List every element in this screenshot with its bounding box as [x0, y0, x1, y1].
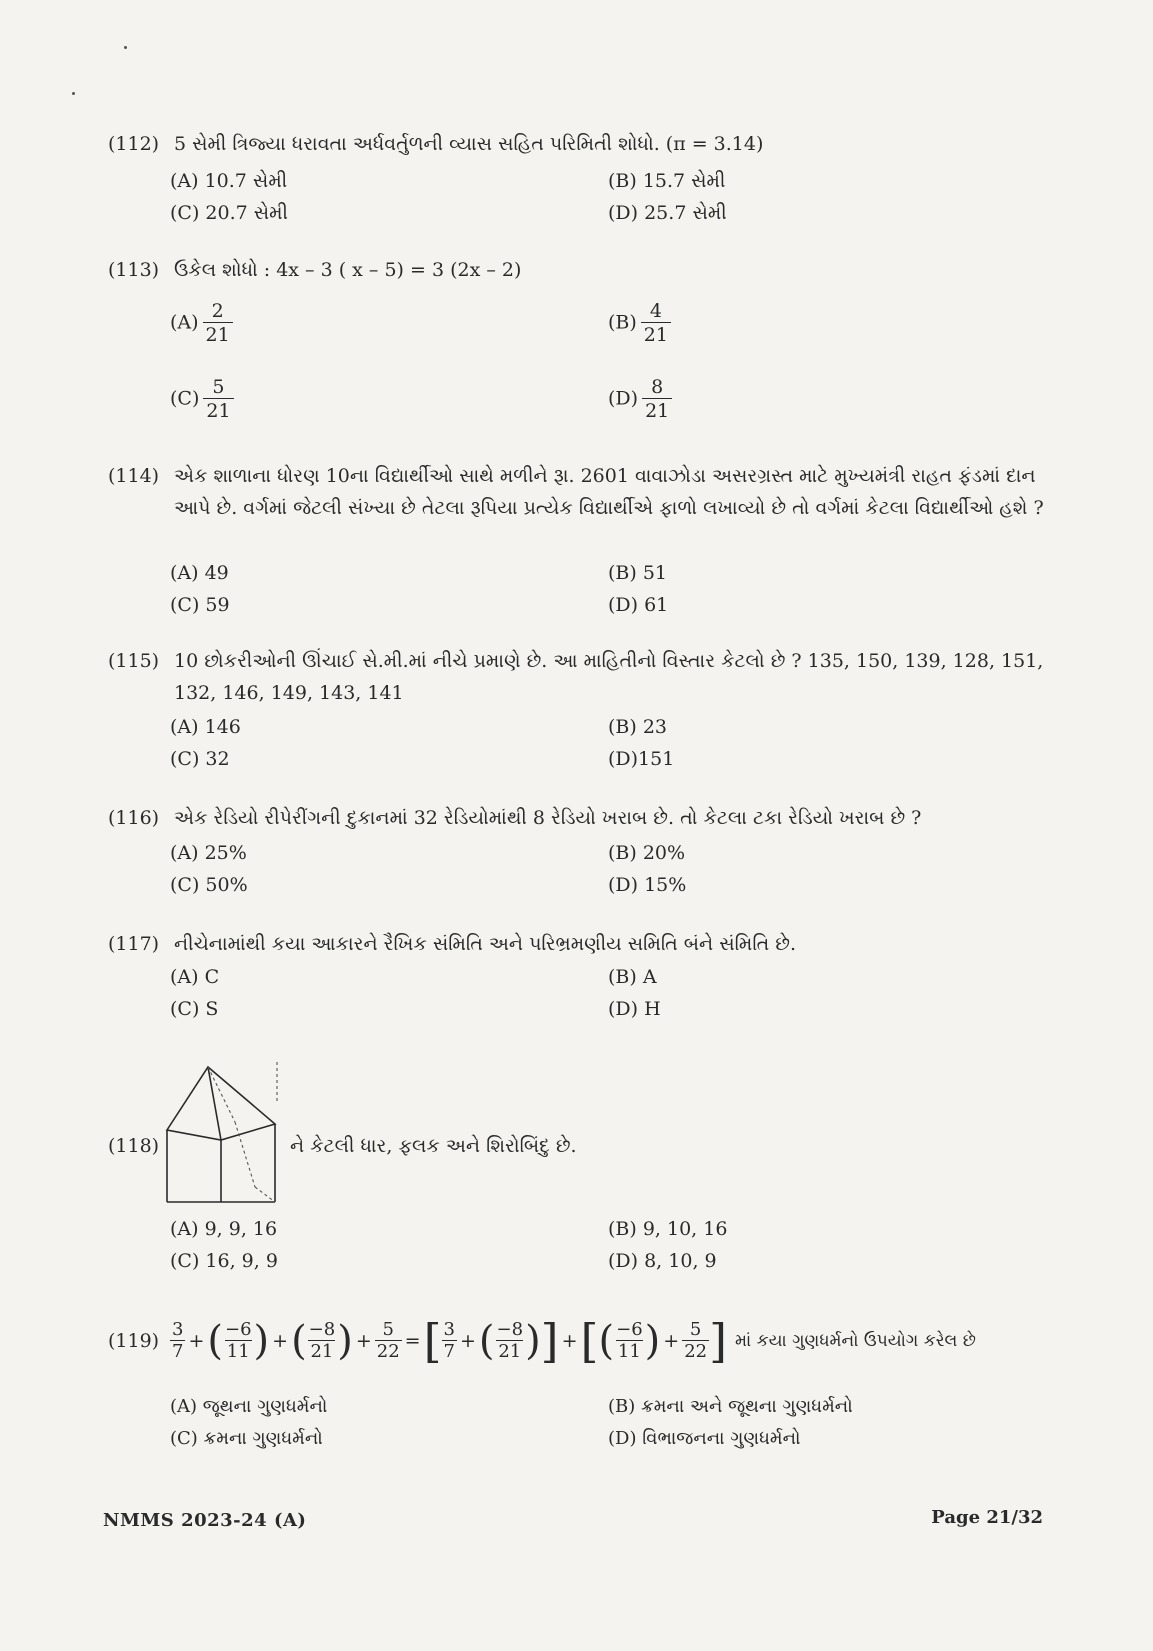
plus-sign: + — [355, 1330, 372, 1352]
scan-speck — [72, 92, 75, 95]
option-a: (A) 9, 9, 16 — [170, 1218, 278, 1240]
question-number: (117) — [108, 933, 160, 955]
option-b: (B) 9, 10, 16 — [608, 1218, 728, 1240]
denominator: 21 — [641, 322, 671, 347]
question-number: (118) — [108, 1135, 160, 1157]
option-c: (C) S — [170, 998, 219, 1020]
question-112 — [108, 128, 1058, 160]
paren-open: ( — [598, 1318, 615, 1364]
question-117 — [108, 928, 1058, 960]
question-115 — [108, 645, 1058, 709]
fraction — [307, 1320, 338, 1363]
bracket-close: ] — [709, 1314, 728, 1368]
fraction — [170, 1320, 185, 1363]
question-119 — [108, 1314, 976, 1368]
equals-sign: = — [404, 1330, 421, 1352]
fraction — [203, 376, 233, 423]
option-d — [608, 376, 672, 423]
question-text: 10 છોકરીઓની ઊંચાઈ સે.મી.માં નીચે પ્રમાણે છે. આ માહિતીનો વિસ્તાર કેટલો છે ? 135, 150, 139, 128, 151, 132, 146, 149, 143, 141 — [174, 650, 1044, 704]
numerator: 5 — [689, 1318, 702, 1340]
denominator: 21 — [310, 1340, 334, 1362]
question-text: માં કયા ગુણધર્મનો ઉપયોગ કરેલ છે — [735, 1331, 976, 1351]
option-c: (C) ક્રમના ગુણધર્મનો — [170, 1428, 323, 1449]
paren-open: ( — [207, 1318, 223, 1364]
option-b: (B) 51 — [608, 562, 668, 584]
option-c: (C) 59 — [170, 594, 230, 616]
plus-sign: + — [272, 1330, 289, 1352]
plus-sign: + — [459, 1330, 476, 1352]
bracket-open: [ — [423, 1314, 442, 1368]
question-number: (115) — [108, 650, 160, 672]
option-d: (D) 25.7 સેમી — [608, 202, 727, 224]
option-label: (A) — [170, 311, 199, 334]
question-text: ઉકેલ શોધો : 4x – 3 ( x – 5) = 3 (2x – 2) — [174, 259, 522, 281]
numerator: −6 — [224, 1318, 252, 1340]
denominator: 21 — [203, 322, 233, 347]
option-c: (C) 50% — [170, 874, 248, 896]
option-d: (D)151 — [608, 748, 675, 770]
option-c: (C) 32 — [170, 748, 230, 770]
numerator: 5 — [212, 376, 225, 398]
question-number: (116) — [108, 807, 160, 829]
denominator: 11 — [226, 1340, 250, 1362]
option-a: (A) 49 — [170, 562, 229, 584]
question-text: 5 સેમી ત્રિજ્યા ધરાવતા અર્ધવર્તુળની વ્યાસ સહિત પરિમિતી શોધો. (π = 3.14) — [174, 133, 764, 155]
fraction — [203, 300, 233, 347]
option-d: (D) 15% — [608, 874, 687, 896]
numerator: −8 — [496, 1318, 524, 1340]
denominator: 11 — [617, 1340, 641, 1362]
question-text: નીચેનામાંથી કયા આકારને રૈખિક સંમિતિ અને પરિભ્રમણીય સમિતિ બંને સંમિતિ છે. — [174, 933, 796, 955]
option-c: (C) 16, 9, 9 — [170, 1250, 278, 1272]
denominator: 22 — [684, 1340, 708, 1362]
exam-code: NMMS 2023-24 (A) — [103, 1510, 307, 1531]
fraction — [495, 1320, 526, 1363]
option-d: (D) H — [608, 998, 661, 1020]
page-number: Page 21/32 — [931, 1507, 1043, 1528]
option-c — [170, 376, 234, 423]
denominator: 21 — [498, 1340, 522, 1362]
plus-sign: + — [561, 1330, 578, 1352]
question-number: (112) — [108, 133, 160, 155]
question-113 — [108, 254, 1058, 286]
numerator: 5 — [382, 1318, 394, 1340]
bracket-close: ] — [540, 1314, 559, 1368]
denominator: 7 — [172, 1340, 184, 1362]
option-label: (B) — [608, 311, 637, 334]
question-116 — [108, 802, 1058, 834]
question-114 — [108, 460, 1058, 524]
paren-open: ( — [291, 1318, 307, 1364]
option-b: (B) 15.7 સેમી — [608, 170, 726, 192]
question-number: (114) — [108, 465, 160, 487]
pentagonal-prism-figure — [165, 1062, 285, 1212]
fraction — [682, 1320, 709, 1363]
paren-open: ( — [478, 1318, 495, 1364]
option-label: (C) — [170, 387, 200, 410]
question-number: (119) — [108, 1330, 160, 1352]
paren-close: ) — [525, 1318, 541, 1364]
paren-close: ) — [253, 1318, 270, 1364]
option-a: (A) 10.7 સેમી — [170, 170, 288, 192]
paren-close: ) — [644, 1318, 661, 1364]
question-text: એક શાળાના ધોરણ 10ના વિદ્યાર્થીઓ સાથે મળીને રૂા. 2601 વાવાઝોડા અસરગ્રસ્ત માટે મુખ્યમંત્રી રાહત ફંડમાં દાન આપે છે. વર્ગમાં જેટલી સંખ્યા છે તેટલા રૂપિયા પ્રત્યેક વિદ્યાર્થીએ ફાળો લખાવ્યો છે તો વર્ગમાં કેટલા વિદ્યાર્થીઓ હશે ? — [174, 465, 1044, 519]
option-c: (C) 20.7 સેમી — [170, 202, 288, 224]
numerator: −8 — [308, 1318, 336, 1340]
option-a — [170, 300, 233, 347]
option-label: (D) — [608, 387, 639, 410]
option-d: (D) 8, 10, 9 — [608, 1250, 717, 1272]
fraction — [614, 1320, 645, 1363]
plus-sign: + — [663, 1330, 680, 1352]
option-b: (B) ક્રમના અને જૂથના ગુણધર્મનો — [608, 1396, 853, 1417]
option-a: (A) 25% — [170, 842, 247, 864]
scan-speck — [124, 46, 127, 49]
option-d: (D) 61 — [608, 594, 669, 616]
plus-sign: + — [188, 1330, 205, 1352]
numerator: 4 — [649, 300, 662, 322]
option-b: (B) 20% — [608, 842, 686, 864]
option-b: (B) A — [608, 966, 657, 988]
numerator: 3 — [443, 1318, 455, 1340]
paren-close: ) — [337, 1318, 353, 1364]
numerator: 3 — [172, 1318, 184, 1340]
question-number: (113) — [108, 259, 160, 281]
numerator: −6 — [616, 1318, 643, 1340]
question-text: ને કેટલી ધાર, ફલક અને શિરોબિંદુ છે. — [290, 1135, 577, 1157]
numerator: 8 — [651, 376, 664, 398]
fraction — [642, 376, 672, 423]
denominator: 22 — [376, 1340, 400, 1362]
bracket-open: [ — [580, 1314, 599, 1368]
option-d: (D) વિભાજનના ગુણધર્મનો — [608, 1428, 801, 1449]
option-a: (A) જૂથના ગુણધર્મનો — [170, 1396, 328, 1417]
fraction — [442, 1320, 457, 1363]
fraction — [375, 1320, 402, 1363]
option-b — [608, 300, 671, 347]
fraction — [641, 300, 671, 347]
numerator: 2 — [211, 300, 224, 322]
option-a: (A) 146 — [170, 716, 241, 738]
fraction — [223, 1320, 254, 1363]
option-a: (A) C — [170, 966, 220, 988]
denominator: 21 — [642, 398, 672, 423]
denominator: 21 — [203, 398, 233, 423]
option-b: (B) 23 — [608, 716, 668, 738]
denominator: 7 — [443, 1340, 455, 1362]
question-text: એક રેડિયો રીપેરીંગની દુકાનમાં 32 રેડિયોમાંથી 8 રેડિયો ખરાબ છે. તો કેટલા ટકા રેડિયો ખરાબ છે ? — [174, 807, 922, 829]
